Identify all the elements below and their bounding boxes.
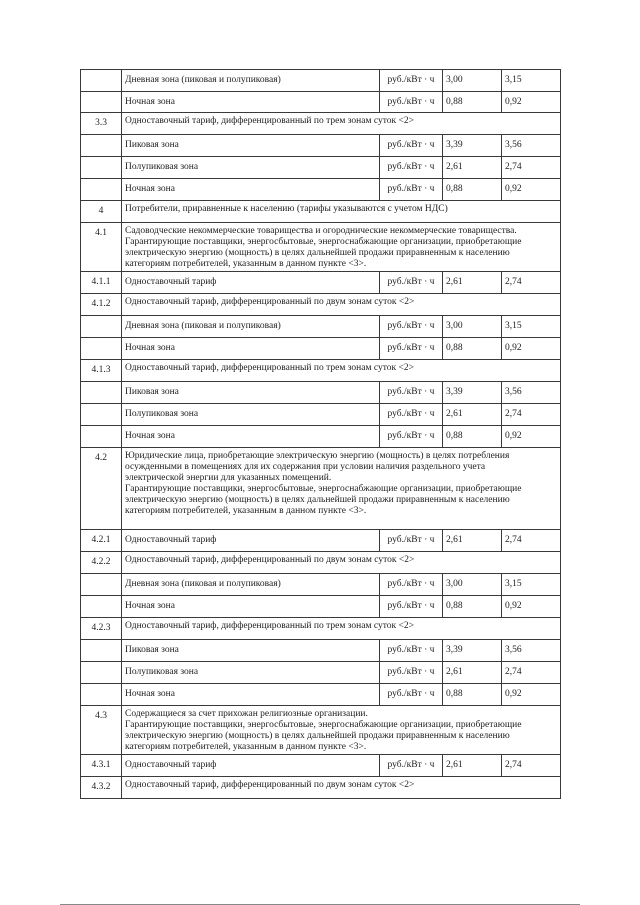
row-description: Одноставочный тариф, дифференцированный по трем зонам суток <2> (122, 113, 561, 135)
row-description: Одноставочный тариф, дифференцированный по трем зонам суток <2> (122, 618, 561, 640)
table-row (81, 706, 561, 755)
tariff-value-first-half: 2,61 (443, 662, 502, 684)
row-description: Пиковая зона (122, 640, 380, 662)
tariff-value-first-half: 2,61 (443, 755, 502, 777)
description-line: Гарантирующие поставщики, энергосбытовые, энергоснабжающие организации, приобретающие (125, 237, 522, 247)
tariff-value-first-half: 0,88 (443, 596, 502, 618)
table-row (81, 755, 561, 777)
row-number (81, 70, 122, 92)
row-number: 4.2.1 (81, 530, 122, 552)
row-description: Пиковая зона (122, 382, 380, 404)
tariff-value-second-half: 0,92 (502, 426, 561, 448)
row-description (122, 706, 561, 755)
tariff-value-first-half: 3,00 (443, 574, 502, 596)
description-line: Гарантирующие поставщики, энергосбытовые, энергоснабжающие организации, приобретающие (125, 484, 522, 494)
tariff-value-first-half: 0,88 (443, 684, 502, 706)
row-description: Ночная зона (122, 179, 380, 201)
table-row (81, 777, 561, 799)
tariff-value-first-half: 2,61 (443, 272, 502, 294)
tariff-value-second-half: 3,56 (502, 135, 561, 157)
table-row (81, 223, 561, 272)
row-description (122, 223, 561, 272)
table-row (81, 338, 561, 360)
description-line: электрическую энергию (мощность) в целях дальнейшей продажи приравненным к населению (125, 731, 510, 741)
table-row (81, 272, 561, 294)
tariff-value-second-half: 2,74 (502, 404, 561, 426)
row-description: Ночная зона (122, 92, 380, 113)
unit-cell: руб./кВт · ч (380, 179, 443, 201)
row-number: 3.3 (81, 113, 122, 135)
table-row (81, 404, 561, 426)
tariff-value-first-half: 3,00 (443, 70, 502, 92)
table-row (81, 113, 561, 135)
tariff-value-second-half: 0,92 (502, 684, 561, 706)
table-row (81, 596, 561, 618)
tariff-value-second-half: 3,15 (502, 316, 561, 338)
tariff-value-second-half: 0,92 (502, 179, 561, 201)
tariff-value-second-half: 0,92 (502, 338, 561, 360)
table-row (81, 316, 561, 338)
unit-cell: руб./кВт · ч (380, 272, 443, 294)
tariff-value-second-half: 2,74 (502, 755, 561, 777)
unit-cell: руб./кВт · ч (380, 684, 443, 706)
row-number: 4.3.1 (81, 755, 122, 777)
description-line: категориям потребителей, указанным в данном пункте <3>. (125, 506, 367, 516)
table-row (81, 157, 561, 179)
tariff-value-first-half: 3,39 (443, 135, 502, 157)
tariff-value-first-half: 2,61 (443, 530, 502, 552)
unit-cell: руб./кВт · ч (380, 596, 443, 618)
row-number: 4.2.3 (81, 618, 122, 640)
row-number: 4.1.2 (81, 294, 122, 316)
description-line: категориям потребителей, указанным в данном пункте <3>. (125, 742, 367, 752)
tariff-value-second-half: 3,56 (502, 382, 561, 404)
row-description: Полупиковая зона (122, 404, 380, 426)
row-number (81, 574, 122, 596)
tariff-table (80, 69, 561, 799)
tariff-value-first-half: 0,88 (443, 426, 502, 448)
row-number: 4.2.2 (81, 552, 122, 574)
unit-cell: руб./кВт · ч (380, 92, 443, 113)
unit-cell: руб./кВт · ч (380, 640, 443, 662)
description-line: Гарантирующие поставщики, энергосбытовые, энергоснабжающие организации, приобретающие (125, 720, 522, 730)
unit-cell: руб./кВт · ч (380, 530, 443, 552)
row-description: Дневная зона (пиковая и полупиковая) (122, 574, 380, 596)
table-row (81, 618, 561, 640)
table-row (81, 530, 561, 552)
unit-cell: руб./кВт · ч (380, 574, 443, 596)
table-row (81, 201, 561, 223)
unit-cell: руб./кВт · ч (380, 382, 443, 404)
row-number (81, 338, 122, 360)
table-row (81, 135, 561, 157)
row-description (122, 448, 561, 530)
row-description: Ночная зона (122, 426, 380, 448)
row-number (81, 684, 122, 706)
row-number (81, 382, 122, 404)
row-number (81, 135, 122, 157)
row-number: 4.1 (81, 223, 122, 272)
table-row (81, 92, 561, 113)
tariff-value-first-half: 3,39 (443, 640, 502, 662)
row-description: Полупиковая зона (122, 662, 380, 684)
table-row (81, 360, 561, 382)
tariff-value-first-half: 2,61 (443, 157, 502, 179)
description-line: электрическую энергию (мощность) в целях дальнейшей продажи приравненным к населению (125, 495, 510, 505)
row-description: Дневная зона (пиковая и полупиковая) (122, 70, 380, 92)
tariff-value-second-half: 2,74 (502, 272, 561, 294)
row-description: Ночная зона (122, 596, 380, 618)
unit-cell: руб./кВт · ч (380, 70, 443, 92)
row-description: Одноставочный тариф, дифференцированный по двум зонам суток <2> (122, 552, 561, 574)
row-description: Потребители, приравненные к населению (тарифы указываются с учетом НДС) (122, 201, 561, 223)
row-number (81, 596, 122, 618)
row-number: 4 (81, 201, 122, 223)
tariff-value-first-half: 3,39 (443, 382, 502, 404)
tariff-table-body (81, 70, 561, 799)
table-row (81, 684, 561, 706)
description-line: категориям потребителей, указанным в данном пункте <3>. (125, 259, 367, 269)
description-line: электрической энергии для указанных помещений. (125, 473, 332, 483)
row-number: 4.2 (81, 448, 122, 530)
row-description: Одноставочный тариф, дифференцированный по трем зонам суток <2> (122, 360, 561, 382)
unit-cell: руб./кВт · ч (380, 662, 443, 684)
table-row (81, 552, 561, 574)
row-number: 4.3.2 (81, 777, 122, 799)
tariff-value-first-half: 0,88 (443, 338, 502, 360)
unit-cell: руб./кВт · ч (380, 157, 443, 179)
tariff-value-first-half: 2,61 (443, 404, 502, 426)
row-description: Пиковая зона (122, 135, 380, 157)
unit-cell: руб./кВт · ч (380, 755, 443, 777)
table-row (81, 640, 561, 662)
table-row (81, 382, 561, 404)
row-number: 4.1.1 (81, 272, 122, 294)
row-description: Полупиковая зона (122, 157, 380, 179)
row-number (81, 179, 122, 201)
tariff-value-first-half: 0,88 (443, 92, 502, 113)
row-description: Ночная зона (122, 684, 380, 706)
table-row (81, 448, 561, 530)
row-number (81, 316, 122, 338)
row-number: 4.1.3 (81, 360, 122, 382)
table-row (81, 426, 561, 448)
tariff-value-second-half: 3,56 (502, 640, 561, 662)
unit-cell: руб./кВт · ч (380, 135, 443, 157)
unit-cell: руб./кВт · ч (380, 316, 443, 338)
tariff-value-second-half: 0,92 (502, 596, 561, 618)
unit-cell: руб./кВт · ч (380, 426, 443, 448)
tariff-value-second-half: 3,15 (502, 70, 561, 92)
row-description: Одноставочный тариф (122, 272, 380, 294)
row-description: Ночная зона (122, 338, 380, 360)
table-row (81, 574, 561, 596)
row-description: Одноставочный тариф (122, 530, 380, 552)
row-description: Одноставочный тариф, дифференцированный по двум зонам суток <2> (122, 294, 561, 316)
row-number: 4.3 (81, 706, 122, 755)
table-row (81, 70, 561, 92)
unit-cell: руб./кВт · ч (380, 404, 443, 426)
description-line: Юридические лица, приобретающие электрическую энергию (мощность) в целях потребления (125, 451, 510, 461)
tariff-value-second-half: 0,92 (502, 92, 561, 113)
tariff-value-second-half: 2,74 (502, 530, 561, 552)
tariff-value-second-half: 2,74 (502, 157, 561, 179)
row-number (81, 404, 122, 426)
description-line: Садоводческие некоммерческие товарищества и огороднические некоммерческие товарищества. (125, 226, 517, 236)
row-number (81, 426, 122, 448)
description-line: электрическую энергию (мощность) в целях дальнейшей продажи приравненным к населению (125, 248, 510, 258)
tariff-value-second-half: 3,15 (502, 574, 561, 596)
tariff-value-first-half: 3,00 (443, 316, 502, 338)
tariff-value-second-half: 2,74 (502, 662, 561, 684)
row-number (81, 157, 122, 179)
row-description: Одноставочный тариф (122, 755, 380, 777)
tariff-value-first-half: 0,88 (443, 179, 502, 201)
description-line: Содержащиеся за счет прихожан религиозные организации. (125, 709, 368, 719)
table-row (81, 294, 561, 316)
table-row (81, 662, 561, 684)
description-line: осужденными в помещениях для их содержания при условии наличия раздельного учета (125, 462, 486, 472)
row-description: Одноставочный тариф, дифференцированный по двум зонам суток <2> (122, 777, 561, 799)
row-number (81, 662, 122, 684)
table-row (81, 179, 561, 201)
row-number (81, 640, 122, 662)
row-number (81, 92, 122, 113)
row-description: Дневная зона (пиковая и полупиковая) (122, 316, 380, 338)
unit-cell: руб./кВт · ч (380, 338, 443, 360)
